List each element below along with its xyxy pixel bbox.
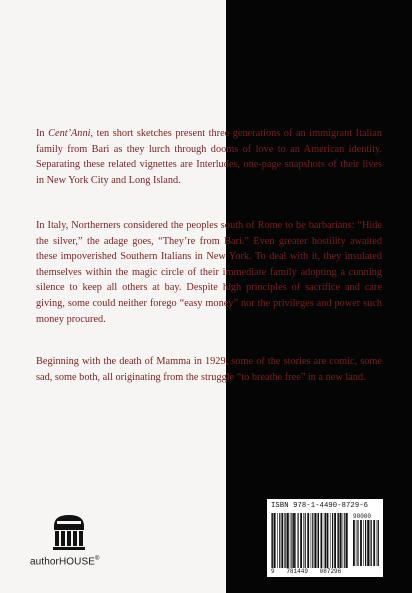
barcode-bar xyxy=(295,513,296,568)
blurb-paragraph-3: Beginning with the death of Mamma in 1929, some of the stories are comic, some sad, some both, all originating from the struggle “to breathe free” in a new land. xyxy=(36,356,382,383)
barcode-bar xyxy=(271,513,272,568)
barcode-bar xyxy=(303,513,304,568)
barcode-bar xyxy=(314,513,316,568)
barcode-bar xyxy=(279,513,280,568)
barcode-bar xyxy=(305,513,306,568)
barcode-bar xyxy=(363,520,364,566)
barcode-bar xyxy=(357,520,358,566)
barcode-bar xyxy=(337,513,338,568)
barcode-bars xyxy=(271,513,379,568)
barcode-bar xyxy=(378,520,379,566)
barcode-bar xyxy=(311,513,312,568)
barcode-bar xyxy=(353,520,355,566)
barcode-main-bars xyxy=(271,513,349,568)
isbn-label: ISBN 978-1-4490-8729-6 xyxy=(271,502,369,510)
barcode-bar xyxy=(293,513,295,568)
publisher-logo-block xyxy=(30,512,110,572)
barcode-bar xyxy=(298,513,299,568)
barcode-bar xyxy=(325,513,326,568)
barcode-bar xyxy=(327,513,329,568)
barcode-addon-bars xyxy=(353,520,379,566)
publisher-name: authorHOUSE® xyxy=(30,556,100,568)
barcode-bar xyxy=(274,513,276,568)
barcode-bar xyxy=(356,520,357,566)
barcode-bar xyxy=(360,520,362,566)
barcode-bar xyxy=(343,513,344,568)
barcode-bar xyxy=(287,513,289,568)
blurb-p1-rest: , ten short sketches present three generations of an immigrant Italian family from Bari as they lurch through dooms of love to an American identity. Separating these related vignettes are Interludes, one-page snapshots of their lives in New York City and Long Island. xyxy=(36,128,382,186)
barcode-bar xyxy=(330,513,331,568)
barcode-bar xyxy=(317,513,318,568)
blurb-p1-prefix: In xyxy=(36,128,49,139)
price-code: 90000 xyxy=(353,513,372,520)
blurb-paragraph-1 xyxy=(36,126,382,188)
barcode-bar xyxy=(324,513,325,568)
barcode-bar xyxy=(285,513,286,568)
barcode-bar xyxy=(344,513,345,568)
barcode-bar xyxy=(346,513,348,568)
barcode-bar xyxy=(281,513,283,568)
registered-mark: ® xyxy=(95,556,100,562)
barcode-bar xyxy=(321,513,323,568)
book-columns-icon xyxy=(51,512,87,552)
barcode-bar xyxy=(340,513,342,568)
barcode-bar xyxy=(334,513,336,568)
barcode-bar xyxy=(284,513,285,568)
barcode-bar xyxy=(318,513,319,568)
barcode-bar xyxy=(272,513,273,568)
barcode-bar xyxy=(371,520,372,566)
barcode-bar xyxy=(338,513,339,568)
barcode-bar xyxy=(300,513,302,568)
blurb-paragraph-2: In Italy, Northerners considered the peoples south of Rome to be barbarians: “Hide the silver,” the adage goes, “They’re from Bari.” Even greater hostility awaited these impoverished Southern Italians in New York. To deal with it, they insulated themselves within the magic circle of their immediate family adopting a cunning silence to keep all others at bay. Despite high principles of sacrifice and care giving, some could neither forego “easy money” nor the privileges and power such money procured. xyxy=(36,220,382,325)
book-title-italic: Cent’Anni xyxy=(48,128,91,139)
barcode-bar xyxy=(307,513,309,568)
barcode-bar xyxy=(370,520,371,566)
barcode-bar xyxy=(377,520,378,566)
barcode-digits: 9 781449 087296 xyxy=(271,568,342,575)
barcode-bar xyxy=(277,513,278,568)
barcode-bar xyxy=(373,520,375,566)
barcode-bar xyxy=(290,513,291,568)
barcode-bar xyxy=(312,513,313,568)
barcode-bar xyxy=(291,513,292,568)
barcode-bar xyxy=(367,520,369,566)
barcode-bar xyxy=(332,513,333,568)
isbn-barcode xyxy=(267,499,383,577)
barcode-bar xyxy=(365,520,366,566)
